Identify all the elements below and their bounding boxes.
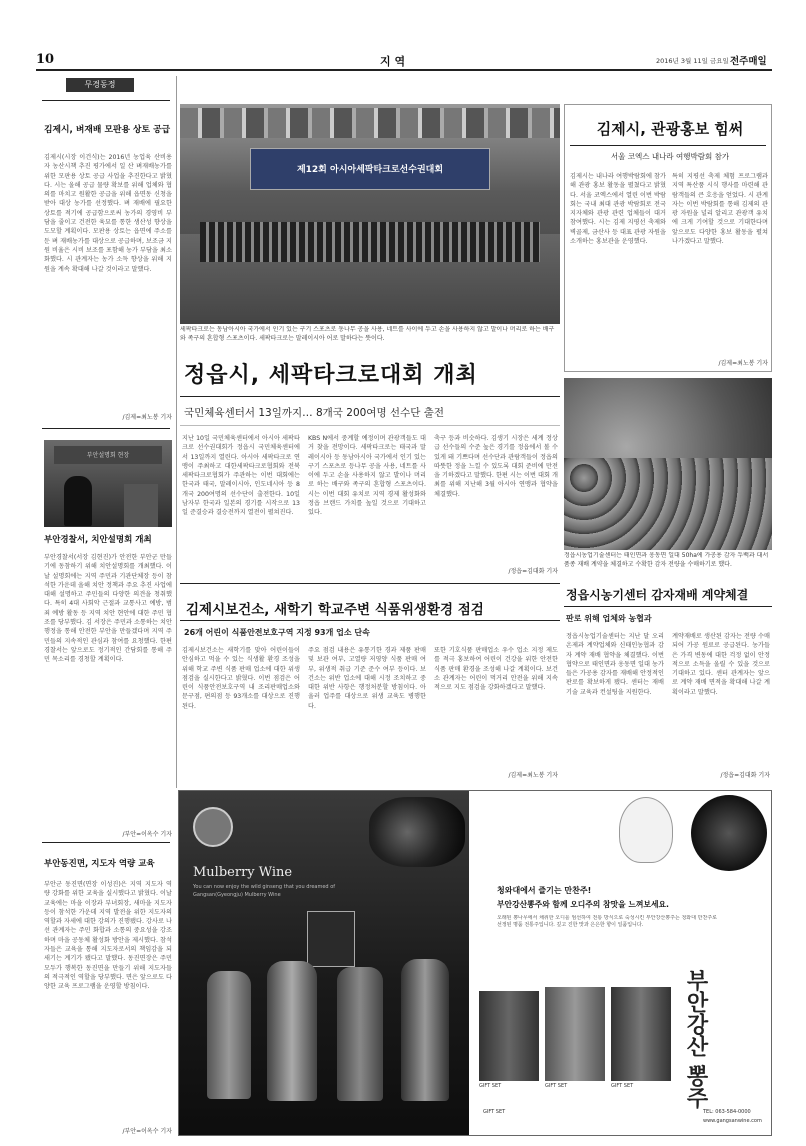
byline: /정읍=김대화 기자 — [508, 568, 558, 575]
byline: /김제=최노봉 기자 — [122, 414, 172, 421]
right-subheadline: 서울 코엑스 내나라 여행박람회 참가 — [610, 152, 730, 161]
mid-body-col1: 김제시보건소는 새학기를 맞아 어린이들이 안심하고 먹을 수 있는 식생활 환경 조성을 위해 학교 주변 식품 판매 업소에 대한 위생 점검을 실시한다고 밝혔다. 이번 점검은 어린이 식품안전보호구역 내 조리판매업소와 문구점, 편의점 등 93개소를 대상으로 진행된다. — [182, 647, 300, 710]
ad-body: 오래된 뽕나무에서 채취한 오디를 엄선하여 전통 방식으로 숙성시킨 부안강산뽕주는 청와대 만찬주로 선정된 명품 전통주입니다. 깊고 진한 맛과 은은한 향이 일품입니다. — [497, 915, 717, 928]
left-rule — [42, 100, 170, 101]
subheadline-box — [180, 425, 560, 426]
crowd — [200, 222, 540, 262]
article-body: 부안군 동진면(면장 이성진)은 지역 지도자 역량 강화를 위한 교육을 실시했다고 밝혔다. 이날 교육에는 마을 이장과 부녀회장, 새마을 지도자 등이 참석한 가운데 지역 발전을 위한 지도자의 역할과 자세에 대한 강의가 진행됐다. 강사로 나선 관계자는 주민 화합과 소통의 중요성을 강조하며 마을 공동체 활성화 방안을 제시했다. 참석자들은 교육을 통해 지도자로서의 책임감을 되새기는 계기가 됐다고 말했다. 동진면장은 주민 모두가 행복한 동진면을 만들기 위해 지도자들의 적극적인 역할을 당부했다. 면은 앞으로도 다양한 교육 프로그램을 운영할 방침이다. — [44, 881, 172, 991]
divider — [42, 428, 170, 429]
lead-photo — [180, 104, 560, 324]
byline: /부안=이옥수 기자 — [122, 831, 172, 838]
wine-bottle — [267, 961, 317, 1101]
article-title: 김제시, 벼재배 모판용 상토 공급 — [44, 125, 171, 135]
podium — [124, 484, 158, 527]
ad-logo-text: 부안강산 뽕주 — [683, 969, 709, 1109]
lead-body-col3: 축구 등과 비슷하다. 김생기 시장은 세계 정상급 선수들의 수준 높은 경기를 정읍에서 볼 수 있게 돼 기쁘다며 선수단과 관람객들이 정읍의 따뜻한 정을 느낄 수 있도록 대회 준비에 만전을 기하겠다고 말했다. 한편 시는 이번 대회 개최를 위해 지난해 3월 아시아 연맹과 협약을 체결했다. — [434, 435, 558, 498]
ad-heading-1: 청와대에서 즐기는 만찬주! — [497, 886, 592, 895]
byline: /정읍=김대화 기자 — [720, 772, 770, 779]
banner-text: 부안설명회 현장 — [86, 452, 130, 459]
photo-caption: 정읍시농업기술센터는 태인면과 옹동면 일대 50ha에 가공용 감자 두백과 대서 품종 재배 계약을 체결하고 수확한 감자 전량을 수매하기로 했다. — [564, 552, 769, 568]
gift-set-label: GIFT SET — [611, 1083, 634, 1089]
right-body-col1: 김제시는 내나라 여행박람회에 참가해 관광 홍보 활동을 펼쳤다고 밝혔다. 서울 코엑스에서 열린 이번 박람회는 국내 최대 관광 박람회로 전국 지자체와 관광 관련 업체들이 대거 참여했다. 시는 김제 지평선 축제와 벽골제, 금산사 등 대표 관광 자원을 소개하는 홍보관을 운영했다. — [570, 173, 666, 246]
mid-subheadline: 26개 어린이 식품안전보호구역 지정 93개 업소 단속 — [184, 628, 370, 637]
newspaper-name: 전주매일 — [730, 56, 767, 67]
lead-subheadline: 국민체육센터서 13일까지… 8개국 200여명 선수단 출전 — [184, 407, 444, 419]
lead-body-col1: 지난 10일 국민체육센터에서 아시아 세팍타크로 선수권대회가 정읍시 국민체육센터에서 13일까지 열린다. 아시아 세팍타크로 연맹이 주최하고 대한세팍타크로협회와 전북 세팍타크로협회가 주관하는 이번 대회에는 한국과 태국, 말레이시아, 인도네시아 등 8개국 200여명의 선수단이 출전한다. 10일 남자부 한국과 일본의 경기를 시작으로 13일 준결승과 결승전까지 열전이 펼쳐진다. — [182, 435, 300, 517]
issue-date: 2016년 3월 11일 금요일 — [656, 57, 729, 65]
gift-set — [545, 987, 605, 1081]
right-mid-body-col1: 정읍시농업기술센터는 지난 달 오리온제과 계약업체와 신태인농협과 감자 계약 재배 협약을 체결했다. 이번 협약으로 태인면과 옹동면 일대 농가들은 가공용 감자를 재배해 안정적인 판로를 확보하게 됐다. 센터는 재배 기술 교육과 컨설팅을 지원한다. — [566, 633, 664, 696]
article-body: 부안경찰서(서장 김현진)가 안전한 부안군 만들기에 동참하기 위해 치안설명회를 개최했다. 이날 설명회에는 지역 주민과 기관단체장 등이 참석한 가운데 올해 치안 정책과 주요 추진 사업에 대해 설명하고 주민들의 다양한 의견을 청취했다. 특히 4대 사회악 근절과 교통사고 예방, 범죄 예방 활동 등 지역 치안 현안에 대한 주민 협조를 당부했다. 김 서장은 주민과 소통하는 치안 행정을 통해 안전한 부안을 만들겠다며 지역 주민들의 지속적인 관심과 참여를 요청했다. 한편 경찰서는 앞으로도 정기적인 간담회를 통해 주민 목소리를 경청할 계획이다. — [44, 554, 172, 664]
ad-frame — [178, 790, 772, 1136]
potato-pile — [564, 458, 772, 550]
gift-set-label: GIFT SET — [545, 1083, 568, 1089]
ad-mascot — [619, 797, 673, 863]
right-mid-subheadline: 판로 위해 업체와 농협과 — [566, 614, 652, 623]
divider — [180, 583, 560, 584]
ad-brand: Mulberry Wine — [193, 865, 293, 880]
briefing-photo — [44, 440, 172, 527]
byline: /김제=최노봉 기자 — [718, 360, 768, 367]
gift-set — [479, 991, 539, 1081]
banner-text: 제12회 아시아세팍타크로선수권대회 — [296, 165, 444, 175]
headline-rule — [180, 620, 560, 621]
headline-rule — [570, 145, 766, 146]
award-badge — [307, 911, 355, 967]
ad-contact: TEL: 063-584-0000 — [703, 1109, 751, 1115]
mid-headline: 김제시보건소, 새학기 학교주변 식품위생환경 점검 — [186, 602, 484, 618]
headline-rule — [564, 606, 772, 607]
right-headline: 김제시, 관광홍보 힘써 — [596, 120, 744, 138]
article-title: 부안동진면, 지도자 역량 교육 — [44, 859, 155, 869]
gift-set-label: GIFT SET — [479, 1083, 502, 1089]
ad-heading-2: 부안강산뽕주와 함께 오디주의 참맛을 느껴보세요. — [497, 900, 669, 909]
lead-body-col2: KBS N에서 중계할 예정이며 관광객들도 대거 찾을 전망이다. 세팍타크로는 태국과 말레이시아 등 동남아시아 국가에서 인기 있는 구기 스포츠로 등나무 공을 사용, 네트를 사이에 두고 손을 사용하지 않고 발이나 머리로 하는 배구와 족구의 혼합형 스포츠이다. 시는 이번 대회 유치로 지역 경제 활성화와 정읍 브랜드 가치를 높일 것으로 기대하고 있다. — [308, 435, 426, 517]
header-rule — [36, 69, 772, 71]
ad-tagline: You can now enjoy the wild ginseng that you dreamed of — [193, 884, 336, 890]
column-rule — [176, 76, 177, 788]
wine-bottle — [401, 959, 449, 1101]
mulberry-cluster — [691, 795, 767, 871]
ad-tagline-2: Gangsan(Gyeongju) Mulberry Wine — [193, 892, 281, 898]
right-mid-headline: 정읍시농기센터 감자재배 계약체결 — [566, 588, 749, 602]
article-body: 김제시(시장 이건식)는 2016년 농업육 산비용자 농산시책 추진 평가에서 일 산 벼재배농가를 위한 모판용 상토 공급 사업을 추진한다고 밝혔다. 시는 올해 공급 물량 확보를 위해 업체와 협의를 마치고 원활한 공급을 위해 읍면동 신청을 받아 대상 농가를 선정했다. 벼 재배에 필요한 상토를 적기에 공급함으로써 농가의 경영비 부담을 줄이고 건전한 육묘를 통한 생산성 향상을 도모할 계획이다. 모판용 상토는 읍면에 주소를 둔 벼 재배농가를 대상으로 공급하며, 보조금 지원 비율은 시비 보조를 포함해 농가 부담을 최소화했다. 시 관계자는 농가 소득 향상을 위해 지원을 계속 확대해 나갈 것이라고 말했다. — [44, 154, 172, 273]
page-number: 10 — [36, 52, 55, 67]
lead-headline: 정읍시, 세팍타크로대회 개최 — [184, 363, 478, 388]
photo-caption: 세팍타크로는 동남아시아 국가에서 인기 있는 구기 스포츠로 동나무 공을 사용, 네트를 사이에 두고 손을 사용하지 않고 발이나 머리로 하는 배구와 족구의 혼합형 스포츠이다. 세팍타크로는 말레이시아 어로 말하다는 뜻이다. — [180, 326, 555, 342]
divider — [42, 842, 170, 843]
potato-photo — [564, 378, 772, 550]
mid-body-col2: 주요 점검 내용은 유통기한 경과 제품 판매 및 보관 여부, 고열량 저영양 식품 판매 여부, 위생적 취급 기준 준수 여부 등이다. 보건소는 위반 업소에 대해 시정 조치하고 중대한 위반 사항은 행정처분할 방침이다. 아울러 업주를 대상으로 위생 교육도 병행한다. — [308, 647, 426, 710]
mid-body-col3: 또한 기호식품 판매업소 우수 업소 지정 제도를 적극 홍보하여 어린이 건강을 위한 안전한 식품 판매 환경을 조성해 나갈 계획이다. 보건소 관계자는 어린이 먹거리 안전을 위해 지속적으로 지도 점검을 강화하겠다고 말했다. — [434, 647, 558, 692]
article-title: 부안경찰서, 치안설명회 개최 — [44, 535, 152, 545]
flag-row — [180, 108, 560, 138]
right-mid-body-col2: 계약재배로 생산된 감자는 전량 수매되어 가공 원료로 공급된다. 농가들은 가격 변동에 대한 걱정 없이 안정적으로 소득을 올릴 수 있을 것으로 기대하고 있다. 센터 관계자는 앞으로 계약 재배 면적을 확대해 나갈 계획이라고 말했다. — [672, 633, 770, 696]
mulberry-fruit — [369, 797, 465, 867]
right-body-col2: 특히 지평선 축제 체험 프로그램과 지역 특산품 시식 행사를 마련해 관람객들의 큰 호응을 얻었다. 시 관계자는 이번 박람회를 통해 김제의 관광 자원을 널리 알리고 관광객 유치에 크게 기여할 것으로 기대한다며 앞으로도 다양한 홍보 활동을 펼쳐 나가겠다고 말했다. — [672, 173, 768, 246]
ad-logo-seal — [193, 807, 233, 847]
speaker-figure — [64, 476, 92, 526]
gift-set — [611, 987, 671, 1081]
section-badge: 무경동정 — [66, 78, 134, 92]
ad-website: www.gangsanwine.com — [703, 1118, 762, 1124]
byline: /김제=최노봉 기자 — [508, 772, 558, 779]
gift-set-label: GIFT SET — [483, 1109, 506, 1115]
section-label: 지 역 — [380, 55, 406, 68]
headline-rule — [180, 396, 560, 397]
wine-bottle — [207, 971, 251, 1099]
byline: /부안=이옥수 기자 — [122, 1128, 172, 1135]
wine-bottle — [337, 967, 383, 1101]
